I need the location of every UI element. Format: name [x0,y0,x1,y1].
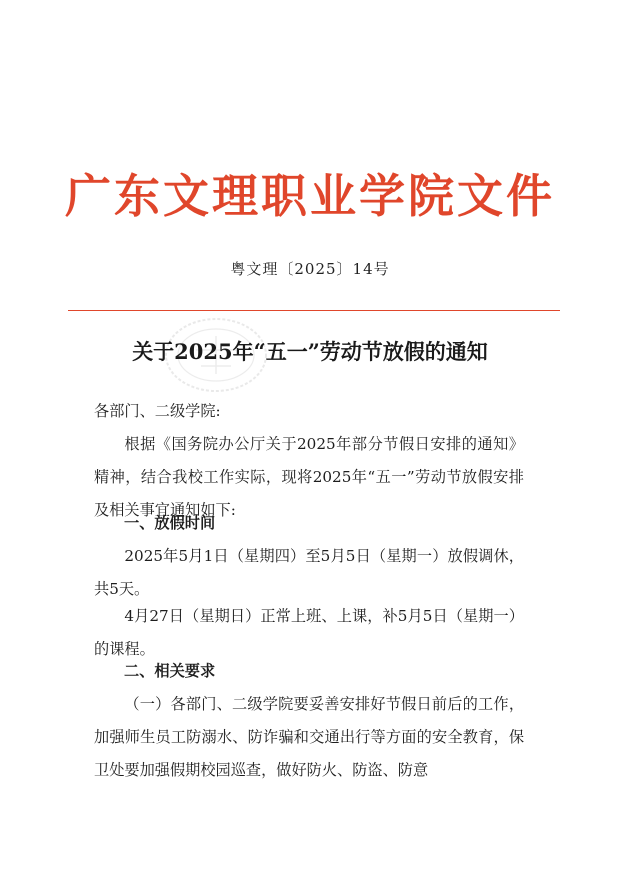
document-number: 粤文理〔2025〕14号 [230,260,390,278]
requirements-paragraph-1: （一）各部门、二级学院要妥善安排好节假日前后的工作，加强师生员工防溺水、防诈骗和交通出行等方面的安全教育，保卫处要加强假期校园巡查，做好防火、防盗、防意 [94,695,524,779]
makeup-day-paragraph: 4月27日（星期日）正常上班、上课，补5月5日（星期一）的课程。 [94,607,524,658]
red-divider-rule [68,310,560,311]
intro-paragraph: 根据《国务院办公厅关于2025年部分节假日安排的通知》精神，结合我校工作实际，现将2025年“五一”劳动节放假安排及相关事宜通知如下: [94,435,524,519]
salutation: 各部门、二级学院: [94,402,221,420]
section-heading-holiday-time: 一、放假时间 [124,514,216,532]
notice-title: 关于2025年“五一”劳动节放假的通知 [132,339,488,364]
holiday-dates-paragraph: 2025年5月1日（星期四）至5月5日（星期一）放假调休，共5天。 [94,547,524,598]
section-heading-requirements: 二、相关要求 [124,662,216,680]
issuer-title: 广东文理职业学院文件 [65,169,555,223]
